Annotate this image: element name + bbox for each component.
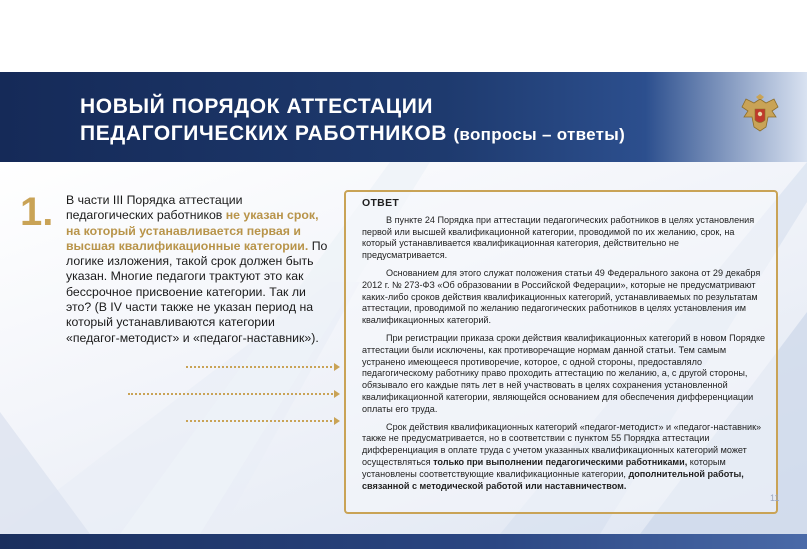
question-highlight: не указан срок, на который устанавливается первая и высшая квалификационные категории. bbox=[66, 208, 319, 253]
dotted-arrow-3 bbox=[186, 420, 336, 422]
answer-box bbox=[344, 190, 778, 514]
title-line-2: ПЕДАГОГИЧЕСКИХ РАБОТНИКОВ bbox=[80, 122, 448, 145]
page-number: 11 bbox=[770, 493, 780, 503]
slide-title bbox=[80, 93, 625, 148]
question-number: 1. bbox=[20, 190, 54, 234]
bottom-bar bbox=[0, 534, 807, 549]
answer-p4-part1: Срок действия квалификационных категорий «педагог-методист» и «педагог-наставник» также не предусматривается, но в соответствии с пунктом 55 Порядка аттестации дифференциация в оплате труда с учетом указанных квалификационных категорий может осуществляться bbox=[362, 421, 762, 467]
top-white-band bbox=[0, 0, 807, 72]
question-text-part2: По логике изложения, такой срок должен быть указан. Многие педагоги трактуют это как бессрочное присвоение категории. Так ли это? (В IV части также не указан период на который устанавливаются категории «педагог-методист» и «педагог-наставник»). bbox=[66, 238, 328, 345]
answer-paragraph-1: В пункте 24 Порядка при аттестации педагогических работников в целях установления первой или высшей квалификационной категории, проводимой по их желанию, срок, на который устанавливается квалификационная категория, действительно не предусматривается. bbox=[362, 214, 755, 261]
arrowhead-3 bbox=[334, 417, 340, 425]
dotted-arrow-1 bbox=[186, 366, 336, 368]
title-line-1: НОВЫЙ ПОРЯДОК АТТЕСТАЦИИ bbox=[80, 95, 434, 118]
slide-header bbox=[0, 72, 807, 162]
answer-p4-bold1: только при выполнении педагогическими работниками, bbox=[433, 456, 688, 467]
coat-of-arms-icon bbox=[738, 93, 782, 137]
answer-heading: ОТВЕТ bbox=[362, 197, 400, 209]
answer-p4-bold2: дополнительной работы, связанной с методической работой или наставничеством. bbox=[362, 468, 744, 491]
answer-paragraph-3: При регистрации приказа сроки действия квалификационных категорий в новом Порядке аттестации были исключены, как противоречащие нормам данной статьи. Тем самым устранено имеющееся противоречие, которое, с одной стороны, предоставляло педагогическому работнику право проходить аттестацию по желанию, а, с другой стороны, обязывало его каждые пять лет в ней участвовать в целях сохранения установленной квалификационной категории, являющейся основанием для обеспечения дифференциации оплаты его труда. bbox=[362, 332, 766, 414]
answer-content bbox=[362, 198, 766, 498]
title-suffix: (вопросы – ответы) bbox=[453, 125, 626, 144]
dotted-arrow-2 bbox=[128, 393, 336, 395]
answer-paragraph-2: Основанием для этого служат положения статьи 49 Федерального закона от 29 декабря 2012 г. № 273-ФЗ «Об образовании в Российской Федерации», которые не предусматривают каких-либо сроков действия квалификационных категорий, устанавливаемых по результатам аттестации, проводимой по желанию педагогических работников в целях установления им квалификационных категорий. bbox=[362, 267, 761, 326]
arrowhead-2 bbox=[334, 390, 340, 398]
answer-paragraph-4 bbox=[362, 422, 766, 493]
question-text-part1: В части III Порядка аттестации педагогических работников bbox=[66, 193, 243, 223]
answer-p4-part2: которым установлены соответствующие квалификационные категории, bbox=[362, 456, 726, 479]
arrowhead-1 bbox=[334, 363, 340, 371]
question-text bbox=[66, 193, 328, 346]
